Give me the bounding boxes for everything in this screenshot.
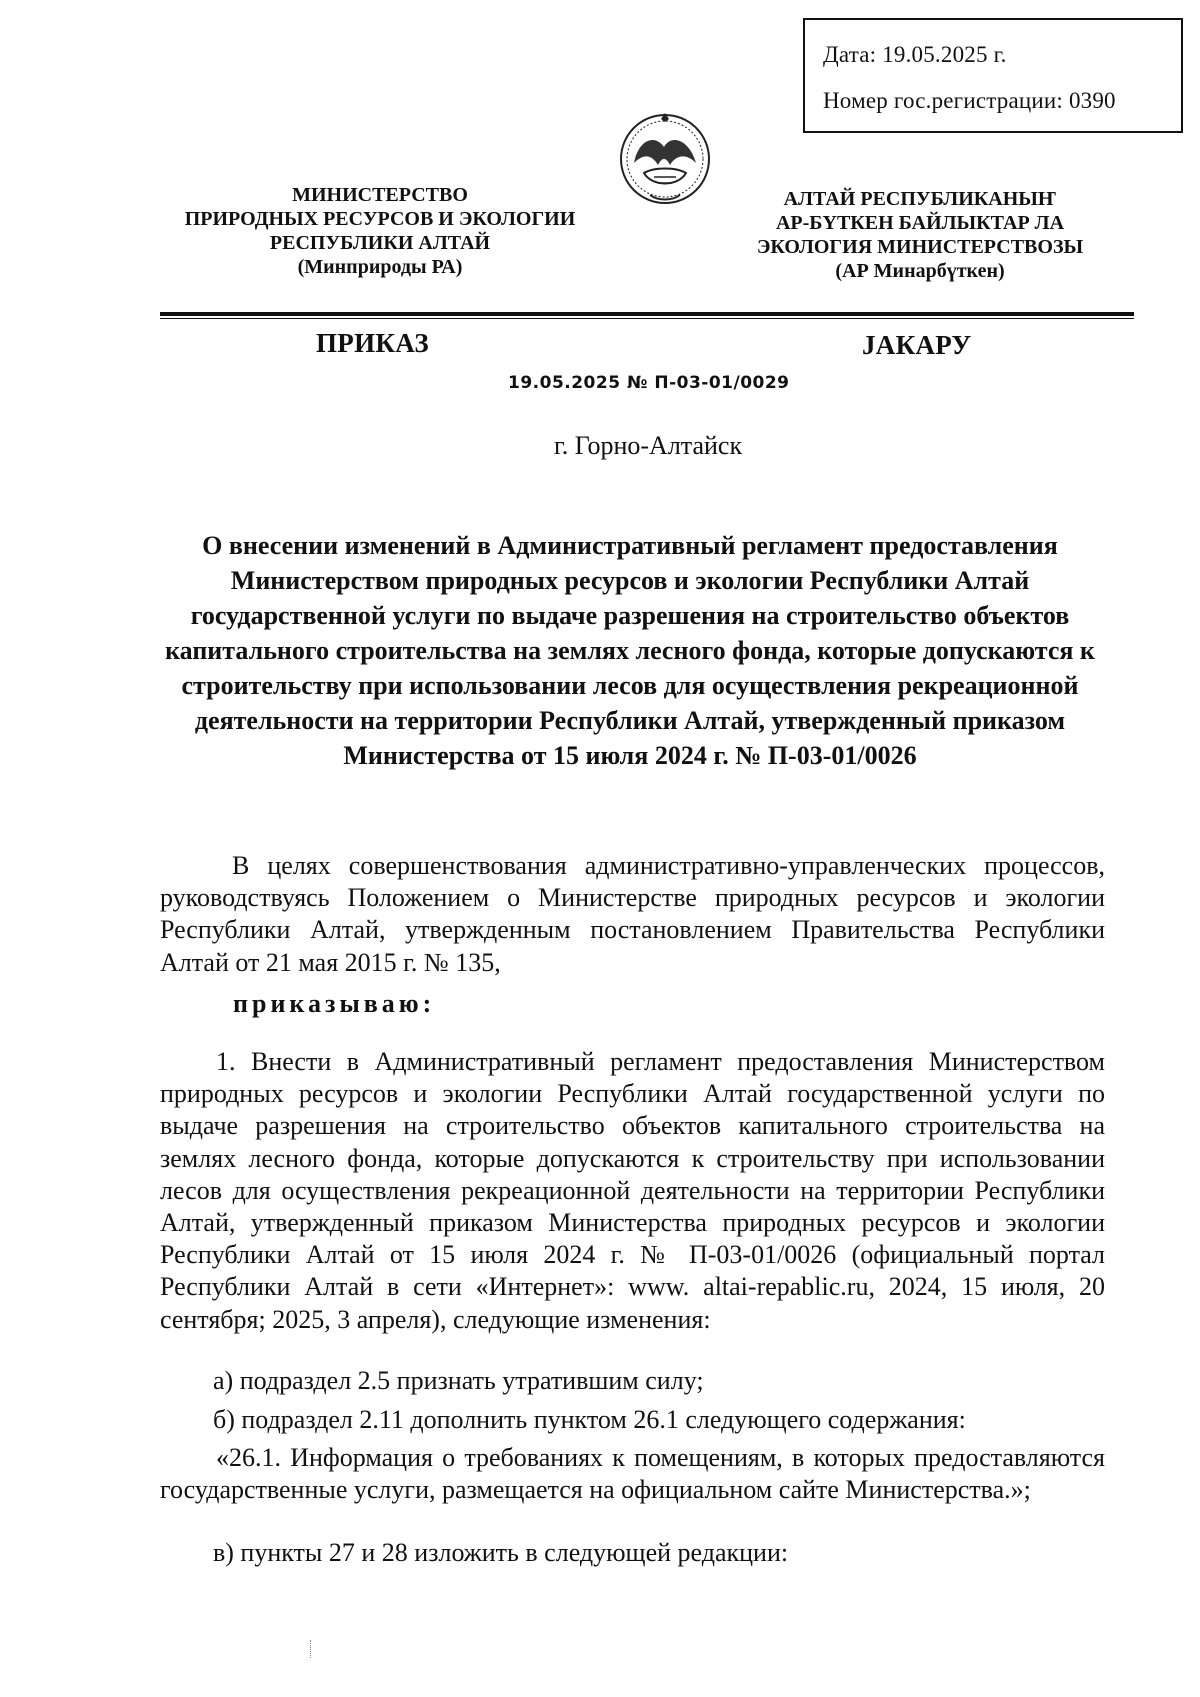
decree-word: приказываю: <box>233 989 436 1018</box>
ministry-line: МИНИСТЕРСТВО <box>292 184 468 206</box>
intro-paragraph: В целях совершенствования административно-управленческих процессов, руководствуясь Положением о Министерстве природных ресурсов и экологии Республики Алтай, утвержденным постановлением Правительства Республики Алтай от 21 мая 2015 г. № 135, <box>160 851 1105 977</box>
item-1-paragraph: 1. Внести в Административный регламент предоставления Министерством природных ресурсов и экологии Республики Алтай государственной услуги по выдаче разрешения на строительство объектов капитального строительства на землях лесного фонда, которые допускаются к строительству при использовании лесов для осуществления рекреационной деятельности на территории Республики Алтай, утвержденный приказом Министерства природных ресурсов и экологии Республики Алтай от 15 июля 2024 г. № П-03-01/0026 (официальный портал Республики Алтай в сети «Интернет»: www. altai-repablic.ru, 2024, 15 июля, 20 сентября; 2025, 3 апреля), следующие изменения: <box>160 1047 1105 1334</box>
order-title-russian: ПРИКАЗ <box>316 328 429 358</box>
document-heading: О внесении изменений в Административный регламент предоставления Министерством природных ресурсов и экологии Республики Алтай государственной услуги по выдаче разрешения на строительство объектов капитального строительства на землях лесного фонда, которые допускаются к строительству при использовании лесов для осуществления рекреационной деятельности на территории Республики Алтай, утвержденный приказом Министерства от 15 июля 2024 г. № П-03-01/0026 <box>165 531 1095 770</box>
ministry-short-name: (АР Минарбүткен) <box>835 260 1005 282</box>
item-b: б) подраздел 2.11 дополнить пунктом 26.1 следующего содержания: <box>213 1405 966 1434</box>
order-title-altai: ЈАКАРУ <box>862 330 972 360</box>
registration-date <box>823 42 1007 68</box>
ministry-line: АР-БҮТКЕН БАЙЛЫКТАР ЛА <box>775 212 1065 234</box>
date-value: 19.05.2025 г. <box>882 42 1007 67</box>
coat-of-arms-emblem <box>614 103 716 213</box>
date-label: Дата: <box>823 42 877 67</box>
ministry-line: ПРИРОДНЫХ РЕСУРСОВ И ЭКОЛОГИИ <box>184 208 576 230</box>
ministry-name-altai <box>735 187 1105 283</box>
ministry-short-name: (Минприроды РА) <box>297 256 463 278</box>
quoted-clause: «26.1. Информация о требованиях к помещениям, в которых предоставляются государственные услуги, размещается на официальном сайте Министерства.»; <box>160 1443 1105 1505</box>
item-a: а) подраздел 2.5 признать утратившим силу; <box>213 1366 704 1395</box>
item-v: в) пункты 27 и 28 изложить в следующей редакции: <box>213 1538 789 1567</box>
header-divider-thick <box>160 312 1134 316</box>
reg-number-value: 0390 <box>1068 88 1116 113</box>
reg-number-label: Номер гос.регистрации: <box>823 88 1063 113</box>
scan-mark <box>310 1640 312 1658</box>
order-number: 19.05.2025 № П-03-01/0029 <box>508 373 790 393</box>
registration-box <box>803 18 1183 133</box>
ministry-line: РЕСПУБЛИКИ АЛТАЙ <box>269 232 491 254</box>
registration-number <box>823 88 1116 114</box>
ministry-name-russian <box>160 183 600 279</box>
ministry-line: АЛТАЙ РЕСПУБЛИКАНЫҤ <box>783 188 1057 210</box>
header-divider-thin <box>160 318 1134 319</box>
order-city: г. Горно-Алтайск <box>554 431 743 460</box>
ministry-line: ЭКОЛОГИЯ МИНИСТЕРСТВОЗЫ <box>756 236 1084 258</box>
